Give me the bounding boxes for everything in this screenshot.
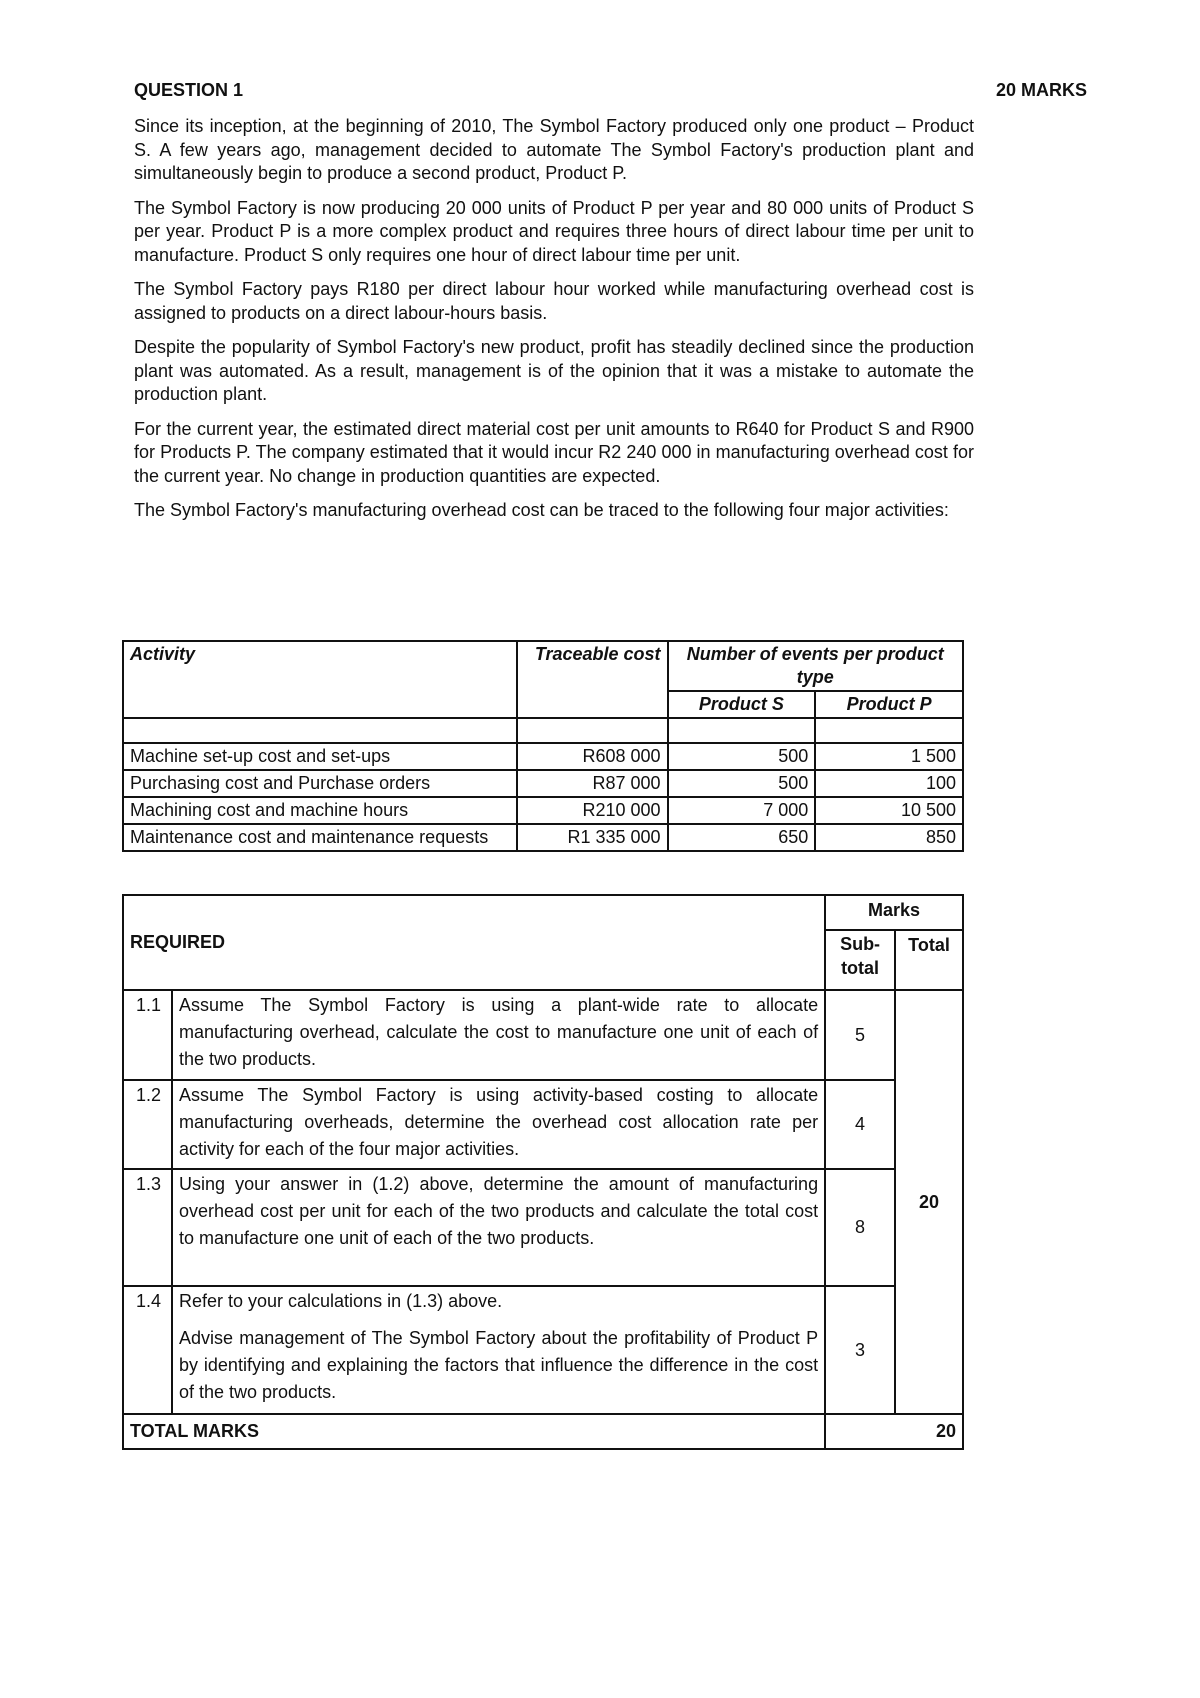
paragraph: The Symbol Factory's manufacturing overhead cost can be traced to the following four major activities: bbox=[134, 500, 949, 520]
blank-row bbox=[123, 718, 963, 743]
item-paragraph: Assume The Symbol Factory is using activity-based costing to allocate manufacturing overheads, determine the overhead cost allocation rate per activity for each of the four major activities. bbox=[178, 1085, 819, 1159]
item-text bbox=[172, 1169, 825, 1286]
item-number: 1.1 bbox=[123, 990, 172, 1080]
activity-row bbox=[123, 743, 963, 770]
paragraph: For the current year, the estimated direct material cost per unit amounts to R640 for Product S and R900 for Products P. The company estimated that it would incur R2 240 000 in manufacturing overhead cost for the current year. No change in production quantities are expected. bbox=[134, 418, 974, 486]
required-row bbox=[123, 1080, 963, 1169]
required-row bbox=[123, 1169, 963, 1286]
total-value: 20 bbox=[895, 990, 963, 1414]
cell-p: 10 500 bbox=[815, 797, 963, 824]
item-text bbox=[172, 990, 825, 1080]
item-paragraph: Assume The Symbol Factory is using a plant-wide rate to allocate manufacturing overhead, calculate the cost to manufacture one unit of each of the two products. bbox=[178, 995, 819, 1069]
cell-s: 7 000 bbox=[668, 797, 816, 824]
cell-cost: R87 000 bbox=[517, 770, 668, 797]
activity-row bbox=[123, 770, 963, 797]
item-subtotal: 4 bbox=[825, 1080, 895, 1169]
header-events: Number of events per product type bbox=[668, 641, 963, 691]
question-body bbox=[134, 115, 974, 534]
total-marks-label: TOTAL MARKS bbox=[123, 1414, 825, 1449]
item-subtotal: 3 bbox=[825, 1286, 895, 1414]
activity-row bbox=[123, 797, 963, 824]
header-product-p: Product P bbox=[815, 691, 963, 718]
paragraph: The Symbol Factory is now producing 20 000 units of Product P per year and 80 000 units of Product S per year. Product P is a more complex product and requires three hours of direct labour time per unit to manufacture. Product S only requires one hour of direct labour time per unit. bbox=[134, 197, 974, 265]
item-text bbox=[172, 1080, 825, 1169]
required-title: REQUIRED bbox=[123, 895, 825, 990]
cell-activity: Machine set-up cost and set-ups bbox=[123, 743, 517, 770]
cell-s: 650 bbox=[668, 824, 816, 851]
cell-cost: R1 335 000 bbox=[517, 824, 668, 851]
marks-header: Marks bbox=[825, 895, 963, 930]
total-marks-value: 20 bbox=[825, 1414, 963, 1449]
item-paragraph: Using your answer in (1.2) above, determine the amount of manufacturing overhead cost per unit for each of the two products and calculate the total cost to manufacture one unit of each of the two products. bbox=[178, 1174, 819, 1248]
item-subtotal: 8 bbox=[825, 1169, 895, 1286]
cell-s: 500 bbox=[668, 743, 816, 770]
cell-p: 1 500 bbox=[815, 743, 963, 770]
cell-cost: R608 000 bbox=[517, 743, 668, 770]
paragraph: The Symbol Factory pays R180 per direct labour hour worked while manufacturing overhead cost is assigned to products on a direct labour-hours basis. bbox=[134, 279, 974, 323]
item-number: 1.2 bbox=[123, 1080, 172, 1169]
header-cost: Traceable cost bbox=[517, 641, 668, 718]
paragraph: Despite the popularity of Symbol Factory's new product, profit has steadily declined since the production plant was automated. As a result, management is of the opinion that it was a mistake to automate the production plant. bbox=[134, 337, 974, 404]
cell-cost: R210 000 bbox=[517, 797, 668, 824]
activity-row bbox=[123, 824, 963, 851]
required-row bbox=[123, 1286, 963, 1414]
cell-activity: Machining cost and machine hours bbox=[123, 797, 517, 824]
activity-table bbox=[122, 640, 964, 852]
header-product-s: Product S bbox=[668, 691, 816, 718]
header-activity: Activity bbox=[123, 641, 517, 718]
item-text bbox=[172, 1286, 825, 1414]
required-table bbox=[122, 894, 964, 1450]
question-marks: 20 MARKS bbox=[996, 80, 1088, 100]
cell-s: 500 bbox=[668, 770, 816, 797]
subtotal-header: Sub-total bbox=[825, 930, 895, 990]
item-paragraph: Advise management of The Symbol Factory about the profitability of Product P by identifying and explaining the factors that influence the difference in the cost of the two products. bbox=[178, 1328, 819, 1402]
cell-p: 100 bbox=[815, 770, 963, 797]
item-number: 1.4 bbox=[123, 1286, 172, 1414]
item-paragraph: Refer to your calculations in (1.3) above. bbox=[178, 1291, 503, 1311]
cell-activity: Maintenance cost and maintenance requests bbox=[123, 824, 517, 851]
cell-activity: Purchasing cost and Purchase orders bbox=[123, 770, 517, 797]
paragraph: Since its inception, at the beginning of 2010, The Symbol Factory produced only one product – Product S. A few years ago, management decided to automate The Symbol Factory's production plant and simultaneously begin to produce a second product, Product P. bbox=[134, 116, 974, 183]
required-row bbox=[123, 990, 963, 1080]
cell-p: 850 bbox=[815, 824, 963, 851]
item-number: 1.3 bbox=[123, 1169, 172, 1286]
total-header: Total bbox=[895, 930, 963, 990]
question-title: QUESTION 1 bbox=[134, 80, 244, 100]
item-subtotal: 5 bbox=[825, 990, 895, 1080]
